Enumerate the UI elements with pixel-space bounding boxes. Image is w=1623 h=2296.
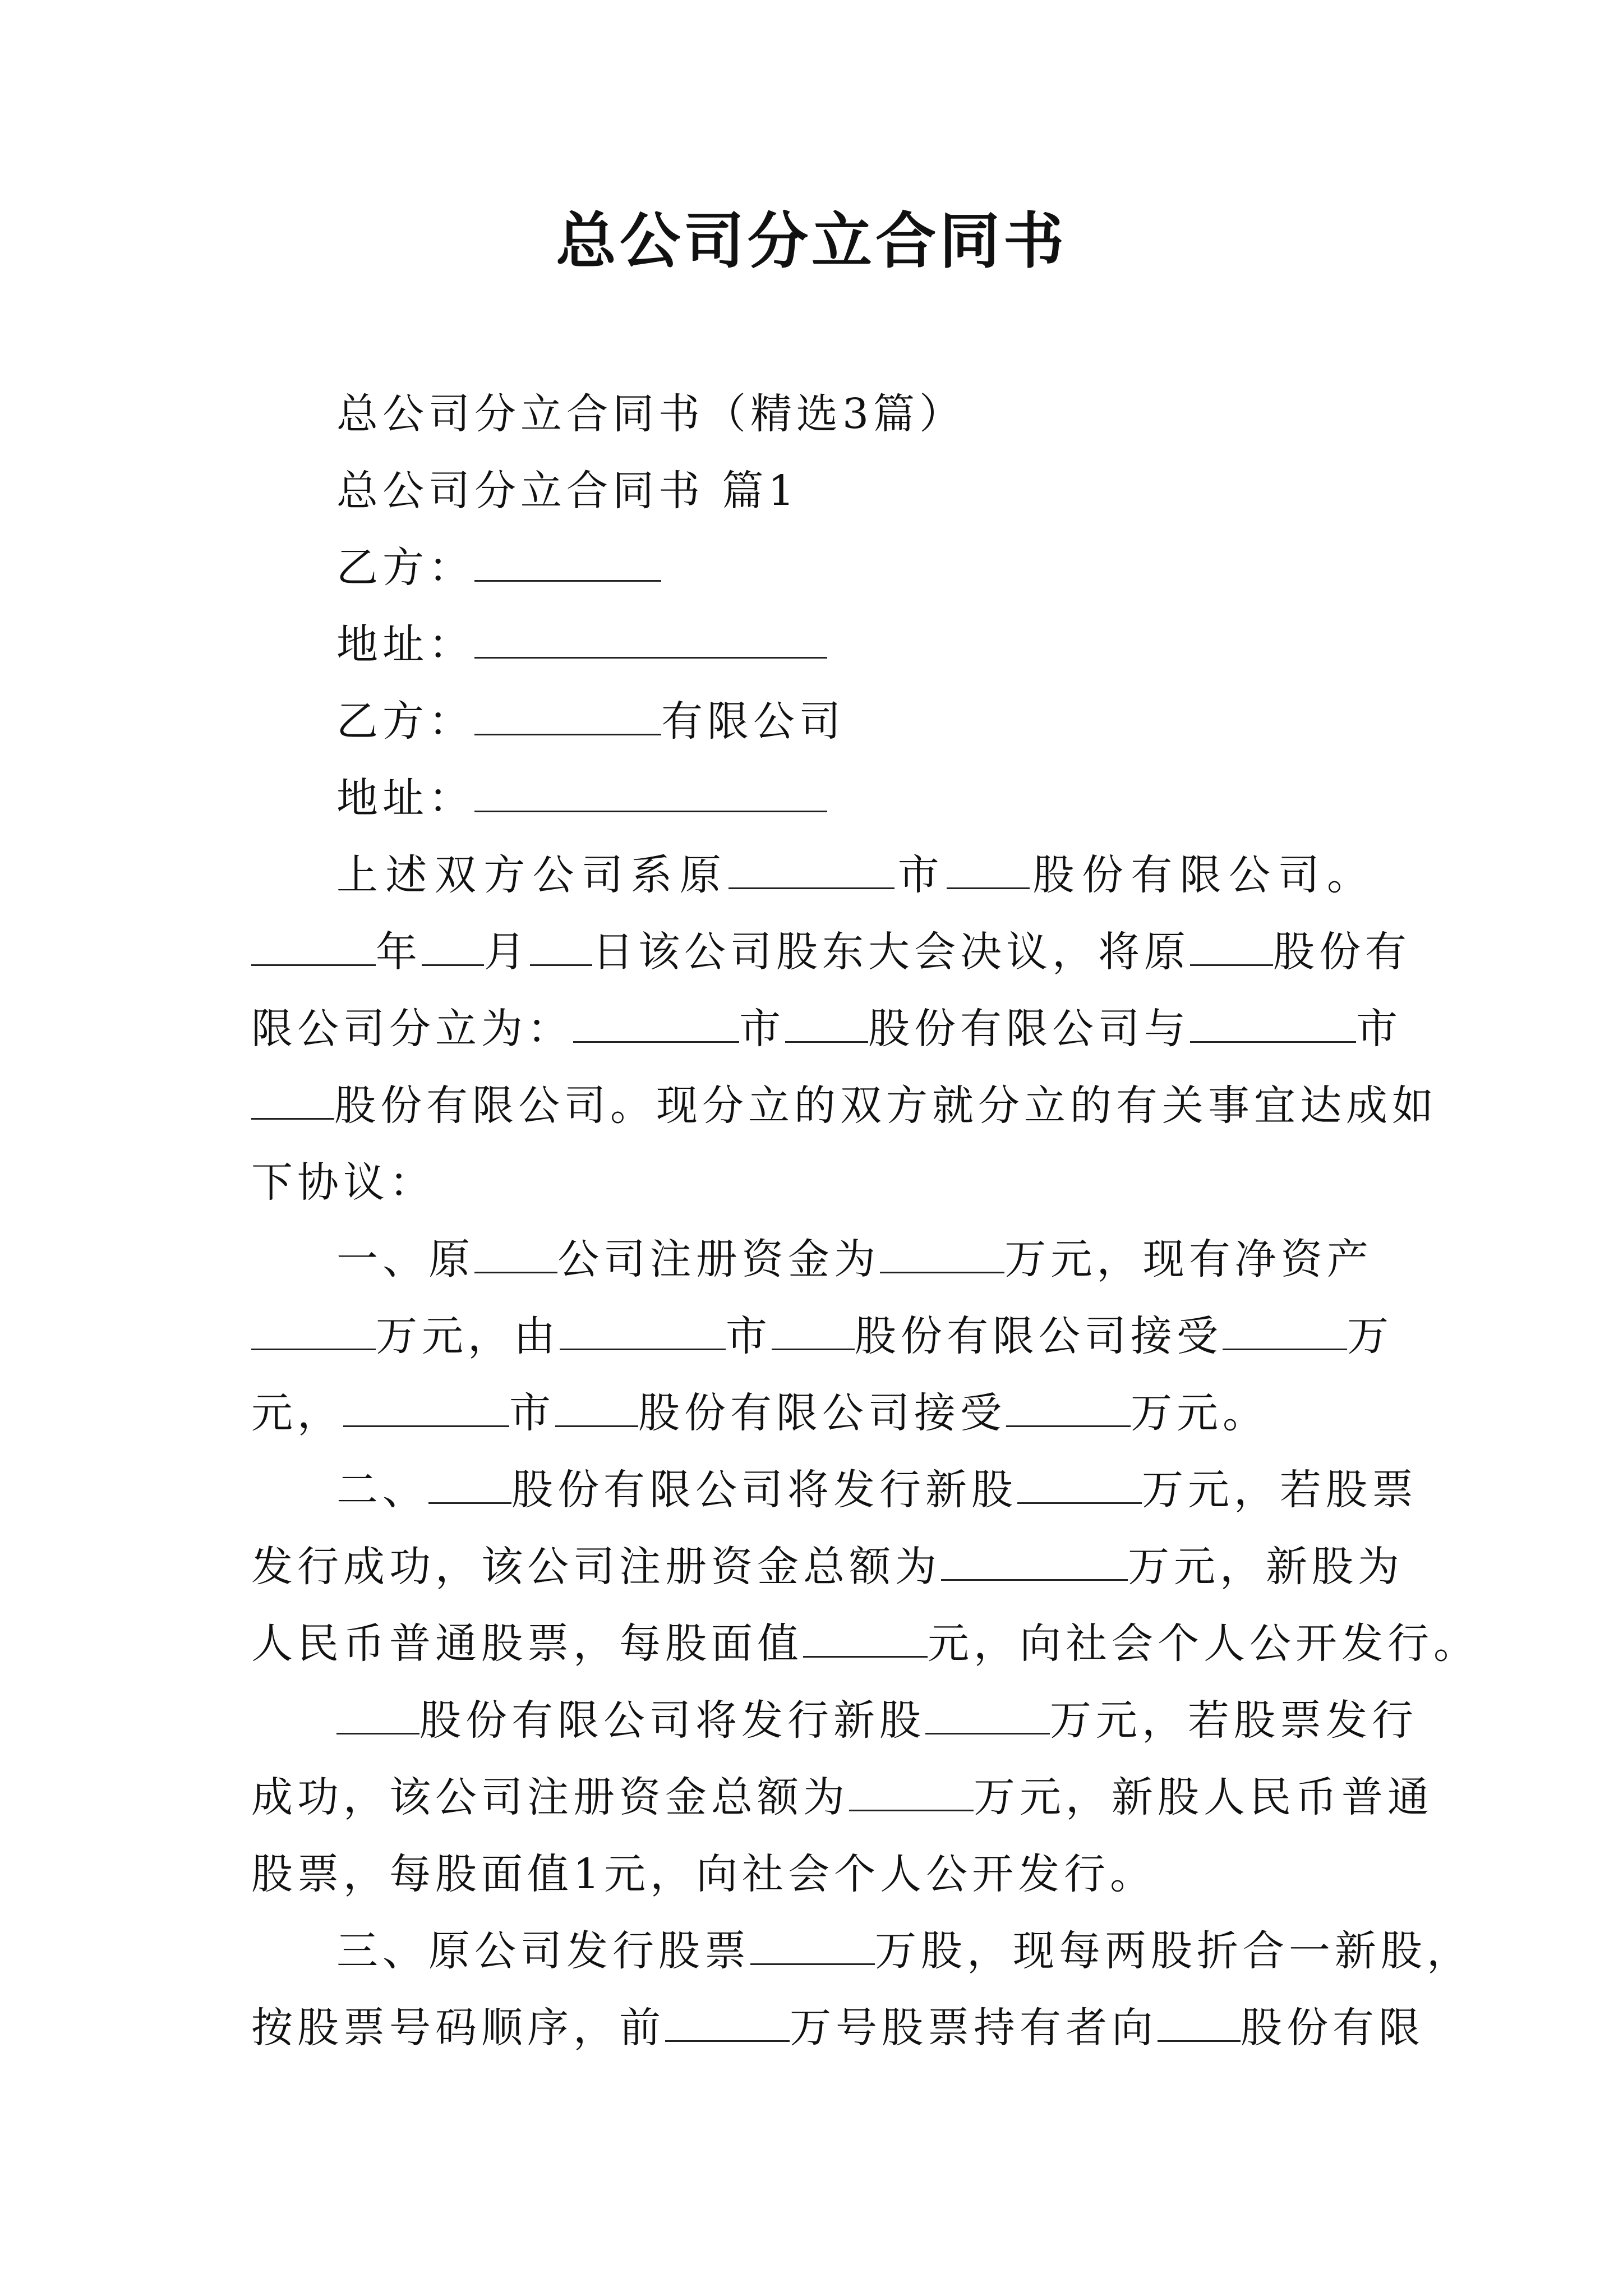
document-line: 总公司分立合同书（精选3篇） xyxy=(336,390,966,438)
fill-in-blank xyxy=(1190,921,1273,966)
document-line: 年 月 日该公司股东大会决议，将原 股份有 xyxy=(251,914,1373,991)
document-line: 一、原 公司注册资金为 万元，现有净资产 xyxy=(251,1221,1373,1298)
document-line: 万元，由 市 股份有限公司接受 万 xyxy=(251,1298,1373,1375)
fill-in-blank xyxy=(849,1766,974,1811)
document-line: 三、原公司发行股票 万股，现每两股折合一新股， xyxy=(251,1913,1373,1990)
fill-in-blank xyxy=(474,536,661,582)
fill-in-blank xyxy=(803,1612,928,1658)
document-line: 股份有限公司。现分立的双方就分立的有关事宜达成如 xyxy=(251,1068,1373,1144)
document-line: 下协议： xyxy=(251,1158,435,1207)
fill-in-blank xyxy=(555,1382,638,1427)
document-line: 成功，该公司注册资金总额为 万元，新股人民币普通 xyxy=(251,1759,1373,1836)
fill-in-blank xyxy=(1223,1305,1347,1350)
fill-in-blank xyxy=(1158,1996,1241,2042)
document-body xyxy=(251,376,1479,2067)
fill-in-blank xyxy=(750,1920,875,1965)
document-line: 限公司分立为： 市 股份有限公司与 市 xyxy=(251,991,1373,1068)
fill-in-blank xyxy=(1017,1458,1142,1504)
document-line: 乙方： xyxy=(251,530,1373,606)
fill-in-blank xyxy=(428,1458,511,1504)
fill-in-blank xyxy=(785,997,868,1043)
fill-in-blank xyxy=(530,921,592,966)
fill-in-blank xyxy=(560,1305,726,1350)
fill-in-blank xyxy=(474,767,827,812)
fill-in-blank xyxy=(728,844,895,889)
document-line: 地址： xyxy=(251,606,1373,683)
fill-in-blank xyxy=(665,1996,790,2042)
fill-in-blank xyxy=(573,997,739,1043)
fill-in-blank xyxy=(474,613,827,659)
fill-in-blank xyxy=(336,1689,419,1734)
fill-in-blank xyxy=(251,1074,334,1120)
fill-in-blank xyxy=(772,1305,855,1350)
document-line: 上述双方公司系原 市 股份有限公司。 xyxy=(251,837,1373,914)
fill-in-blank xyxy=(474,690,661,735)
fill-in-blank xyxy=(880,1228,1004,1273)
document-line: 二、 股份有限公司将发行新股 万元，若股票 xyxy=(251,1452,1373,1529)
fill-in-blank xyxy=(343,1382,509,1427)
document-line: 按股票号码顺序，前 万号股票持有者向 股份有限 xyxy=(251,1990,1373,2067)
fill-in-blank xyxy=(941,1535,1128,1581)
fill-in-blank xyxy=(925,1689,1050,1734)
fill-in-blank xyxy=(1006,1382,1131,1427)
document-line: 总公司分立合同书 篇1 xyxy=(336,467,799,515)
fill-in-blank xyxy=(947,844,1030,889)
document-line: 元， 市 股份有限公司接受 万元。 xyxy=(251,1375,1373,1452)
document-line: 乙方： 有限公司 xyxy=(251,683,1373,760)
fill-in-blank xyxy=(251,921,376,966)
fill-in-blank xyxy=(422,921,484,966)
document-title: 总公司分立合同书 xyxy=(555,206,1067,277)
document-line: 发行成功，该公司注册资金总额为 万元，新股为 xyxy=(251,1529,1373,1605)
document-line: 人民币普通股票，每股面值 元，向社会个人公开发行。 xyxy=(251,1605,1373,1682)
fill-in-blank xyxy=(474,1228,557,1273)
document-line: 地址： xyxy=(251,760,1373,837)
fill-in-blank xyxy=(1190,997,1356,1043)
document-line: 股份有限公司将发行新股 万元，若股票发行 xyxy=(251,1682,1373,1759)
document-line: 股票，每股面值1元，向社会个人公开发行。 xyxy=(251,1850,1156,1898)
fill-in-blank xyxy=(251,1305,376,1350)
